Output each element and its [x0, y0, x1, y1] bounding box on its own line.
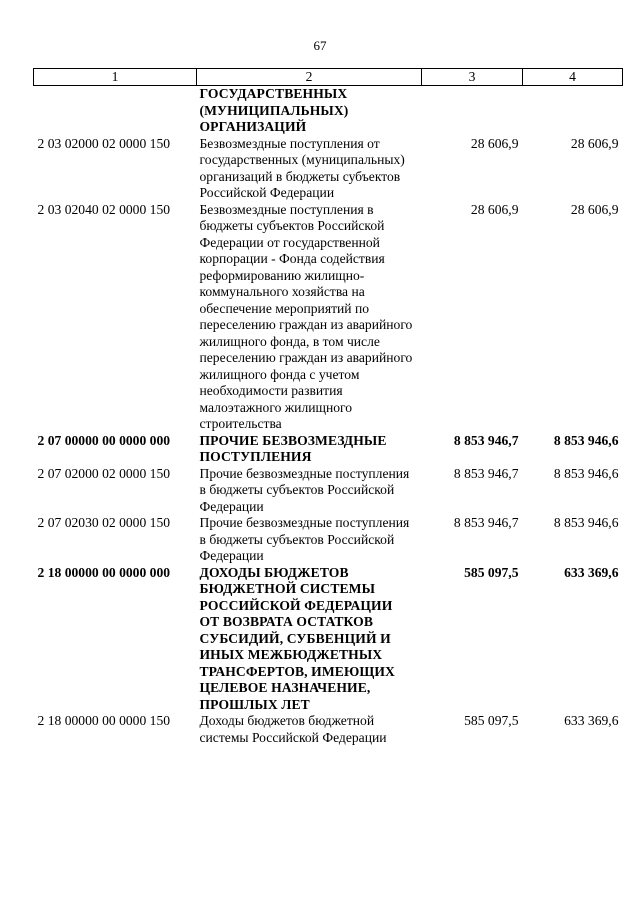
amount-column-3: 585 097,5 — [464, 564, 519, 580]
column-header-4: 4 — [523, 69, 623, 86]
amount-column-4: 28 606,9 — [570, 135, 619, 151]
amount-column-3: 28 606,9 — [470, 135, 519, 151]
revenue-name: Прочие безвозмездные поступления в бюджеты субъектов Российской Федерации — [199, 465, 410, 514]
amount-column-3: 28 606,9 — [470, 201, 519, 217]
amount-column-3: 8 853 946,7 — [453, 432, 519, 448]
table-row — [34, 466, 623, 516]
amount-column-4: 8 853 946,6 — [553, 432, 619, 448]
table-row — [34, 713, 623, 746]
budget-code: 2 18 00000 00 0000 150 — [37, 713, 171, 728]
amount-column-3: 8 853 946,7 — [453, 515, 519, 530]
revenue-name: ПРОЧИЕ БЕЗВОЗМЕЗДНЫЕ ПОСТУПЛЕНИЯ — [199, 432, 387, 464]
amount-column-4: 8 853 946,6 — [553, 515, 619, 530]
column-header-1: 1 — [34, 69, 197, 86]
amount-column-4: 633 369,6 — [564, 713, 619, 728]
table-row — [34, 136, 623, 202]
budget-code: 2 07 00000 00 0000 000 — [37, 432, 171, 448]
amount-column-4: 8 853 946,6 — [553, 465, 619, 481]
revenue-name: Доходы бюджетов бюджетной системы Российской Федерации — [199, 713, 387, 745]
budget-code: 2 18 00000 00 0000 000 — [37, 564, 171, 580]
page-number: 67 — [313, 38, 327, 53]
budget-code: 2 07 02030 02 0000 150 — [37, 515, 171, 530]
amount-column-4 — [523, 86, 623, 136]
table-row — [34, 202, 623, 433]
amount-column-4: 28 606,9 — [570, 201, 619, 217]
budget-code: 2 07 02000 02 0000 150 — [37, 465, 171, 481]
amount-column-4: 633 369,6 — [564, 564, 619, 580]
amount-column-3: 8 853 946,7 — [453, 465, 519, 481]
budget-revenue-table — [33, 68, 623, 746]
revenue-name: Безвозмездные поступления в бюджеты субъектов Российской Федерации от государственной корпорации - Фонда содействия реформированию жилищно-коммунального хозяйства на обеспечение мероприятий по переселению граждан из аварийного жилищного фонда, в том числе переселению граждан из аварийного жилищного фонда с учетом необходимости развития малоэтажного жилищного строительства — [199, 201, 413, 431]
table-row — [34, 565, 623, 714]
budget-code: 2 03 02000 02 0000 150 — [37, 135, 171, 151]
revenue-name: ДОХОДЫ БЮДЖЕТОВ БЮДЖЕТНОЙ СИСТЕМЫ РОССИЙСКОЙ ФЕДЕРАЦИИ ОТ ВОЗВРАТА ОСТАТКОВ СУБСИДИЙ, СУБВЕНЦИЙ И ИНЫХ МЕЖБЮДЖЕТНЫХ ТРАНСФЕРТОВ, ИМЕЮЩИХ ЦЕЛЕВОЕ НАЗНАЧЕНИЕ, ПРОШЛЫХ ЛЕТ — [199, 564, 395, 712]
column-header-3: 3 — [422, 69, 523, 86]
table-row — [34, 515, 623, 565]
amount-column-3 — [422, 86, 523, 136]
budget-code — [34, 86, 197, 136]
revenue-name: Прочие безвозмездные поступления в бюджеты субъектов Российской Федерации — [199, 515, 410, 563]
budget-code: 2 03 02040 02 0000 150 — [37, 201, 171, 217]
table-header-row — [34, 69, 623, 86]
revenue-name: ГОСУДАРСТВЕННЫХ (МУНИЦИПАЛЬНЫХ) ОРГАНИЗАЦИЙ — [199, 86, 349, 134]
column-header-2: 2 — [197, 69, 422, 86]
table-row — [34, 433, 623, 466]
table-row — [34, 86, 623, 136]
amount-column-3: 585 097,5 — [464, 713, 519, 728]
revenue-name: Безвозмездные поступления от государственных (муниципальных) организаций в бюджеты субъектов Российской Федерации — [199, 135, 405, 200]
